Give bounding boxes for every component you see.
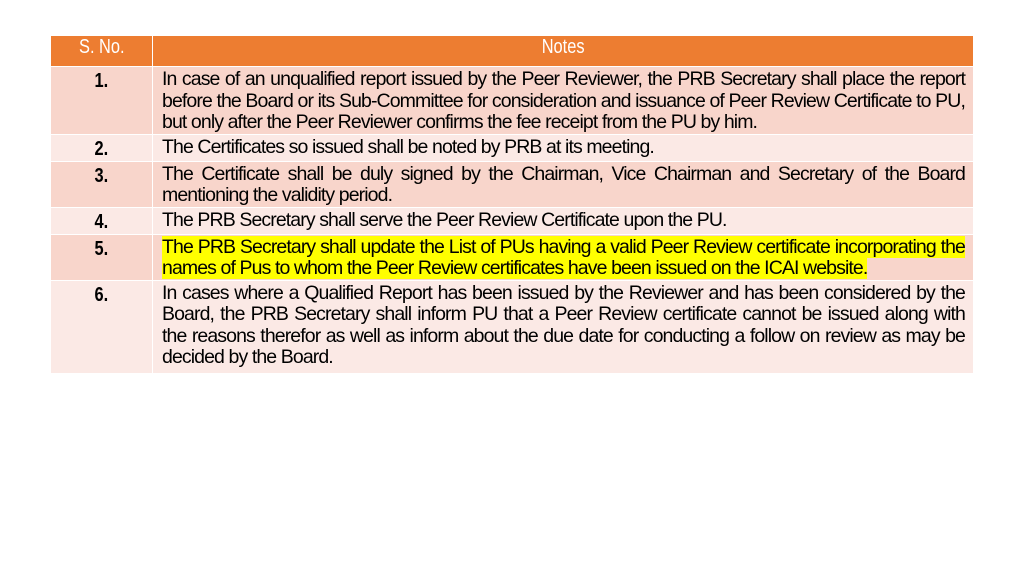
note-cell xyxy=(153,234,974,280)
note-cell xyxy=(153,207,974,234)
table-row xyxy=(51,280,974,373)
note-text: The Certificates so issued shall be noted by PRB at its meeting. xyxy=(162,135,654,158)
note-text: The PRB Secretary shall serve the Peer Review Certificate upon the PU. xyxy=(162,208,727,231)
header-notes-label: Notes xyxy=(541,36,585,58)
row-number-cell xyxy=(51,67,153,135)
row-number-cell xyxy=(51,134,153,161)
note-cell xyxy=(153,67,974,135)
note-text: The Certificate shall be duly signed by the Chairman, Vice Chairman and Secretary of the Board mentioning the validity period. xyxy=(162,162,965,206)
table-row xyxy=(51,234,974,280)
note-cell xyxy=(153,161,974,207)
table-header-row xyxy=(51,36,974,67)
row-number: 3. xyxy=(94,164,109,187)
row-number: 2. xyxy=(94,137,109,160)
note-text-highlighted xyxy=(162,237,965,280)
row-number-cell xyxy=(51,161,153,207)
note-cell xyxy=(153,134,974,161)
header-sno-label: S. No. xyxy=(78,36,125,58)
table-row xyxy=(51,207,974,234)
table-row xyxy=(51,161,974,207)
highlighted-text: The PRB Secretary shall update the List of PUs having a valid Peer Review certificate incorporating the names of Pus to whom the Peer Review certificates have been issued on the ICAI website. xyxy=(162,235,965,279)
row-number: 5. xyxy=(94,237,109,260)
header-notes xyxy=(153,36,974,67)
row-number: 1. xyxy=(94,70,109,92)
note-text: In case of an unqualified report issued by the Peer Reviewer, the PRB Secretary shall place the report before the Board or its Sub-Committee for consideration and issuance of Peer Review Certificate to PU, but only after the Peer Reviewer confirms the fee receipt from the PU by him. xyxy=(162,68,965,133)
header-sno xyxy=(51,36,153,67)
table-row xyxy=(51,134,974,161)
row-number-cell xyxy=(51,207,153,234)
row-number-cell xyxy=(51,234,153,280)
row-number-cell xyxy=(51,280,153,373)
row-number: 4. xyxy=(94,210,109,233)
note-cell xyxy=(153,280,974,373)
row-number: 6. xyxy=(94,283,109,306)
table-row xyxy=(51,67,974,135)
notes-table xyxy=(50,35,974,374)
note-text: In cases where a Qualified Report has been issued by the Reviewer and has been considered by the Board, the PRB Secretary shall inform PU that a Peer Review certificate cannot be issued along with the reasons therefor as well as inform about the due date for conducting a follow on review as may be decided by the Board. xyxy=(162,281,965,368)
